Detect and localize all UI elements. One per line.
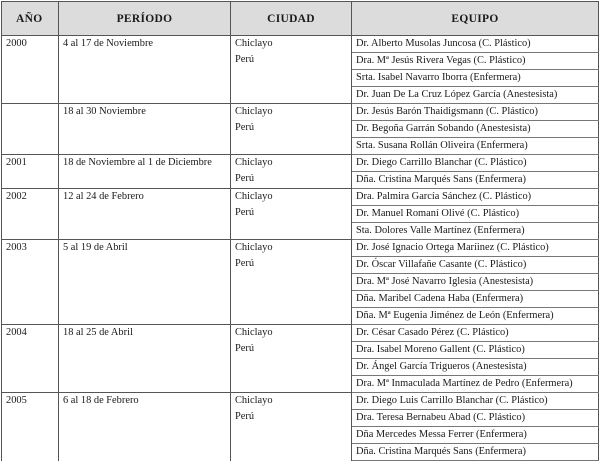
team-member-cell: Dr. Jesús Barón Thaidigsmann (C. Plástico) — [352, 104, 599, 121]
city-line: Perú — [235, 173, 255, 184]
city-line: Perú — [235, 207, 255, 218]
period-cell-text: 4 al 17 de Noviembre — [63, 38, 154, 49]
team-member-cell: Dra. Mª José Navarro Iglesia (Anestesista) — [352, 274, 599, 291]
city-cell — [231, 36, 352, 104]
year-cell-text: 2002 — [6, 191, 27, 202]
city-line: Perú — [235, 258, 255, 269]
team-member-cell: Srta. Isabel Navarro Iborra (Enfermera) — [352, 70, 599, 87]
team-member-cell: Dra. Palmira García Sánchez (C. Plástico) — [352, 189, 599, 206]
header-period: PERÍODO — [59, 2, 231, 36]
team-member-cell: Dña. Cristina Marqués Sans (Enfermera) — [352, 172, 599, 189]
team-member-cell: Dra. Isabel Moreno Gallent (C. Plástico) — [352, 342, 599, 359]
period-cell-text: 18 al 30 Noviembre — [63, 106, 146, 117]
header-city: CIUDAD — [231, 2, 352, 36]
team-member-cell: Dr. José Ignacio Ortega Maríinez (C. Plástico) — [352, 240, 599, 257]
team-member-cell: Dra. Mª Jesús Rivera Vegas (C. Plástico) — [352, 53, 599, 70]
period-cell — [59, 155, 231, 189]
city-line: Perú — [235, 54, 255, 65]
year-cell-text: 2005 — [6, 395, 27, 406]
period-cell-text: 18 al 25 de Abril — [63, 327, 133, 338]
team-member-cell: Dr. Juan De La Cruz López García (Anestesista) — [352, 87, 599, 104]
team-member-cell: Dra. Mª Inmaculada Martínez de Pedro (Enfermera) — [352, 376, 599, 393]
table-row — [2, 240, 599, 257]
period-cell — [59, 393, 231, 461]
team-member-cell: Dña. Mª Eugenia Jiménez de León (Enfermera) — [352, 308, 599, 325]
period-cell-text: 18 de Noviembre al 1 de Diciembre — [63, 157, 212, 168]
team-member-cell: Dr. Alberto Musolas Juncosa (C. Plástico) — [352, 36, 599, 53]
team-member-cell: Dr. Ángel García Trigueros (Anestesista) — [352, 359, 599, 376]
period-cell — [59, 325, 231, 393]
year-cell-text — [6, 104, 58, 120]
header-row — [2, 2, 599, 36]
team-member-cell: Dña. Maribel Cadena Haba (Enfermera) — [352, 291, 599, 308]
team-member-cell: Dña Mercedes Messa Ferrer (Enfermera) — [352, 427, 599, 444]
city-line: Perú — [235, 122, 255, 133]
year-cell — [2, 155, 59, 189]
city-line: Chiclayo — [235, 242, 273, 253]
city-cell — [231, 104, 352, 155]
year-cell — [2, 36, 59, 104]
year-cell — [2, 240, 59, 325]
table-row — [2, 36, 599, 53]
year-cell — [2, 104, 59, 155]
year-cell — [2, 325, 59, 393]
period-cell — [59, 240, 231, 325]
header-team: EQUIPO — [352, 2, 599, 36]
city-cell — [231, 393, 352, 461]
year-cell — [2, 189, 59, 240]
city-line: Chiclayo — [235, 106, 273, 117]
team-member-cell: Dr. Begoña Garrán Sobando (Anestesista) — [352, 121, 599, 138]
header-year: AÑO — [2, 2, 59, 36]
city-cell — [231, 325, 352, 393]
city-line: Chiclayo — [235, 395, 273, 406]
city-line: Chiclayo — [235, 327, 273, 338]
table-row — [2, 325, 599, 342]
team-member-cell: Dña. Cristina Marqués Sans (Enfermera) — [352, 444, 599, 461]
team-member-cell: Srta. Susana Rollán Oliveira (Enfermera) — [352, 138, 599, 155]
team-member-cell: Dr. Manuel Romaní Olivé (C. Plástico) — [352, 206, 599, 223]
table-row — [2, 189, 599, 206]
period-cell-text: 5 al 19 de Abril — [63, 242, 128, 253]
team-member-cell: Dr. César Casado Pérez (C. Plástico) — [352, 325, 599, 342]
table-row — [2, 393, 599, 410]
city-cell — [231, 189, 352, 240]
year-cell-text: 2003 — [6, 242, 27, 253]
team-member-cell: Dr. Óscar Villafañe Casante (C. Plástico) — [352, 257, 599, 274]
city-line: Perú — [235, 343, 255, 354]
city-line: Chiclayo — [235, 191, 273, 202]
table-body — [2, 36, 599, 461]
missions-table — [1, 1, 599, 461]
year-cell-text: 2004 — [6, 327, 27, 338]
team-member-cell: Dr. Diego Carrillo Blanchar (C. Plástico) — [352, 155, 599, 172]
period-cell — [59, 36, 231, 104]
city-cell — [231, 240, 352, 325]
city-line: Chiclayo — [235, 157, 273, 168]
period-cell — [59, 104, 231, 155]
period-cell — [59, 189, 231, 240]
team-member-cell: Sta. Dolores Valle Martínez (Enfermera) — [352, 223, 599, 240]
team-member-cell: Dr. Diego Luis Carrillo Blanchar (C. Plástico) — [352, 393, 599, 410]
year-cell — [2, 393, 59, 461]
team-member-cell: Dra. Teresa Bernabeu Abad (C. Plástico) — [352, 410, 599, 427]
year-cell-text: 2000 — [6, 38, 27, 49]
city-cell — [231, 155, 352, 189]
year-cell-text: 2001 — [6, 157, 27, 168]
table-row — [2, 155, 599, 172]
city-line: Perú — [235, 411, 255, 422]
city-line: Chiclayo — [235, 38, 273, 49]
period-cell-text: 6 al 18 de Febrero — [63, 395, 139, 406]
table-row — [2, 104, 599, 121]
period-cell-text: 12 al 24 de Febrero — [63, 191, 144, 202]
